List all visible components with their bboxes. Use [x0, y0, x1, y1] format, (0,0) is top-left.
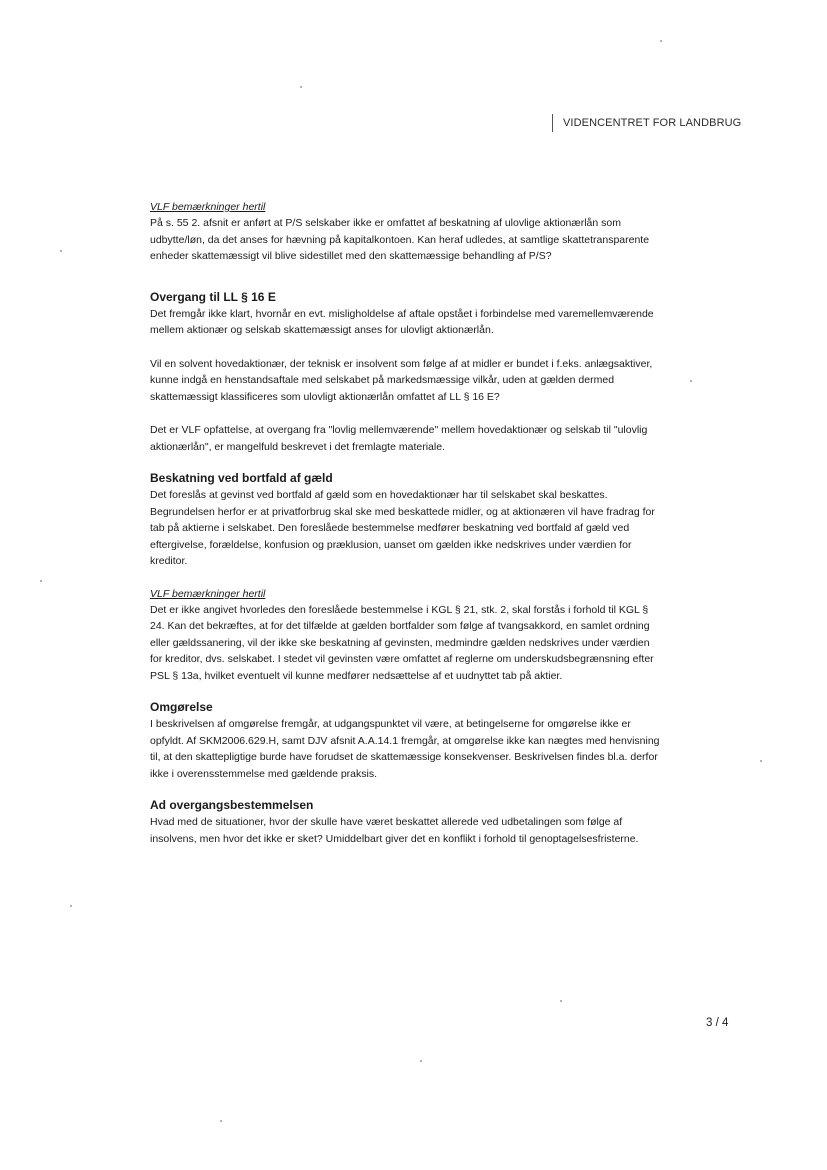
section-heading: Beskatning ved bortfald af gæld	[150, 471, 333, 485]
scan-speck	[690, 380, 692, 382]
scan-speck	[660, 40, 662, 42]
letterhead-divider	[552, 114, 553, 132]
paragraph: I beskrivelsen af omgørelse fremgår, at udgangspunktet vil være, at betingelserne for omgørelse ikke er opfyldt. Af SKM2006.629.H, samt DJV afsnit A.A.14.1 fremgår, at omgørelse ikke kan nægtes med henvisning til, at den skattepligtige burde have forudset de skattemæssige konsekvenser. Beskrivelsen findes bl.a. derfor ikke i overensstemmelse med gældende praksis.	[150, 718, 660, 780]
paragraph: Det fremgår ikke klart, hvornår en evt. misligholdelse af aftale opstået i forbindelse med varemellemværende mellem aktionær og selskab skattemæssigt anses for ulovligt aktionærlån.	[150, 307, 654, 336]
section-heading: Omgørelse	[150, 700, 213, 714]
section-heading: Overgang til LL § 16 E	[150, 289, 276, 304]
section-subheading: VLF bemærkninger hertil	[150, 587, 266, 600]
paragraph: Det er ikke angivet hvorledes den foreslåede bestemmelse i KGL § 21, stk. 2, skal forstås i forhold til KGL § 24. Kan det bekræftes, at for det tilfælde at gælden bortfalder som følge af tvangsakkord, en samlet ordning eller gældssanering, vil der ikke ske beskatning af gevinsten, medmindre gælden nedskrives under værdien for kreditor, dvs. selskabet. I stedet vil gevinsten være omfattet af reglerne om underskudsbegrænsning efter PSL § 13a, hvilket eventuelt vil kunne medfører nedsættelse af et uudnyttet tab på aktier.	[150, 603, 654, 682]
paragraph: Vil en solvent hovedaktionær, der teknisk er insolvent som følge af at midler er bundet i f.eks. anlægsaktiver, kunne indgå en henstandsaftale med selskabet på markedsmæssige vilkår, uden at gælden dermed skattemæssigt klassificeres som ulovligt aktionærlån omfattet af LL § 16 E?	[150, 357, 653, 403]
scan-speck	[300, 86, 302, 88]
scan-speck	[760, 760, 762, 762]
paragraph: På s. 55 2. afsnit er anført at P/S selskaber ikke er omfattet af beskatning af ulovlige aktionærlån som udbytte/løn, da det anses for hævning på kapitalkontoen. Kan heraf udledes, at samtlige skattetransparente enheder skattemæssigt vil blive sidestillet med den skattemæssige behandling af P/S?	[150, 217, 650, 262]
scan-speck	[40, 580, 42, 582]
paragraph: Det foreslås at gevinst ved bortfald af gæld som en hovedaktionær har til selskabet skal beskattes. Begrundelsen herfor er at privatforbrug skal ske med beskattede midler, og at aktionæren vil have fradrag for tab på aktierne i selskabet. Den foreslåede bestemmelse medfører beskatning ved bortfald af gæld ved eftergivelse, forældelse, konfusion og præklusion, uanset om gælden ikke nedskrives under værdien for kreditor.	[150, 489, 655, 567]
section-heading: Ad overgangsbestemmelsen	[150, 798, 314, 812]
scan-speck	[560, 1000, 562, 1002]
letterhead	[552, 114, 741, 132]
scan-speck	[220, 1120, 222, 1122]
paragraph: Hvad med de situationer, hvor der skulle have været beskattet allerede ved udbetalingen som følge af insolvens, men hvor det ikke er sket? Umiddelbart giver det en konflikt i forhold til genoptagelsesfristerne.	[150, 816, 639, 845]
paragraph: Det er VLF opfattelse, at overgang fra "lovlig mellemværende" mellem hovedaktionær og selskab til "ulovlig aktionærlån", er mangelfuld beskrevet i det fremlagte materiale.	[150, 424, 648, 453]
letterhead-org-name: VIDENCENTRET FOR LANDBRUG	[563, 117, 742, 129]
scan-speck	[60, 250, 62, 252]
scan-speck	[420, 1060, 422, 1062]
section-subheading: VLF bemærkninger hertil	[150, 201, 266, 213]
scan-speck	[70, 905, 72, 907]
document-body	[150, 200, 662, 847]
page-number: 3 / 4	[706, 1017, 729, 1029]
